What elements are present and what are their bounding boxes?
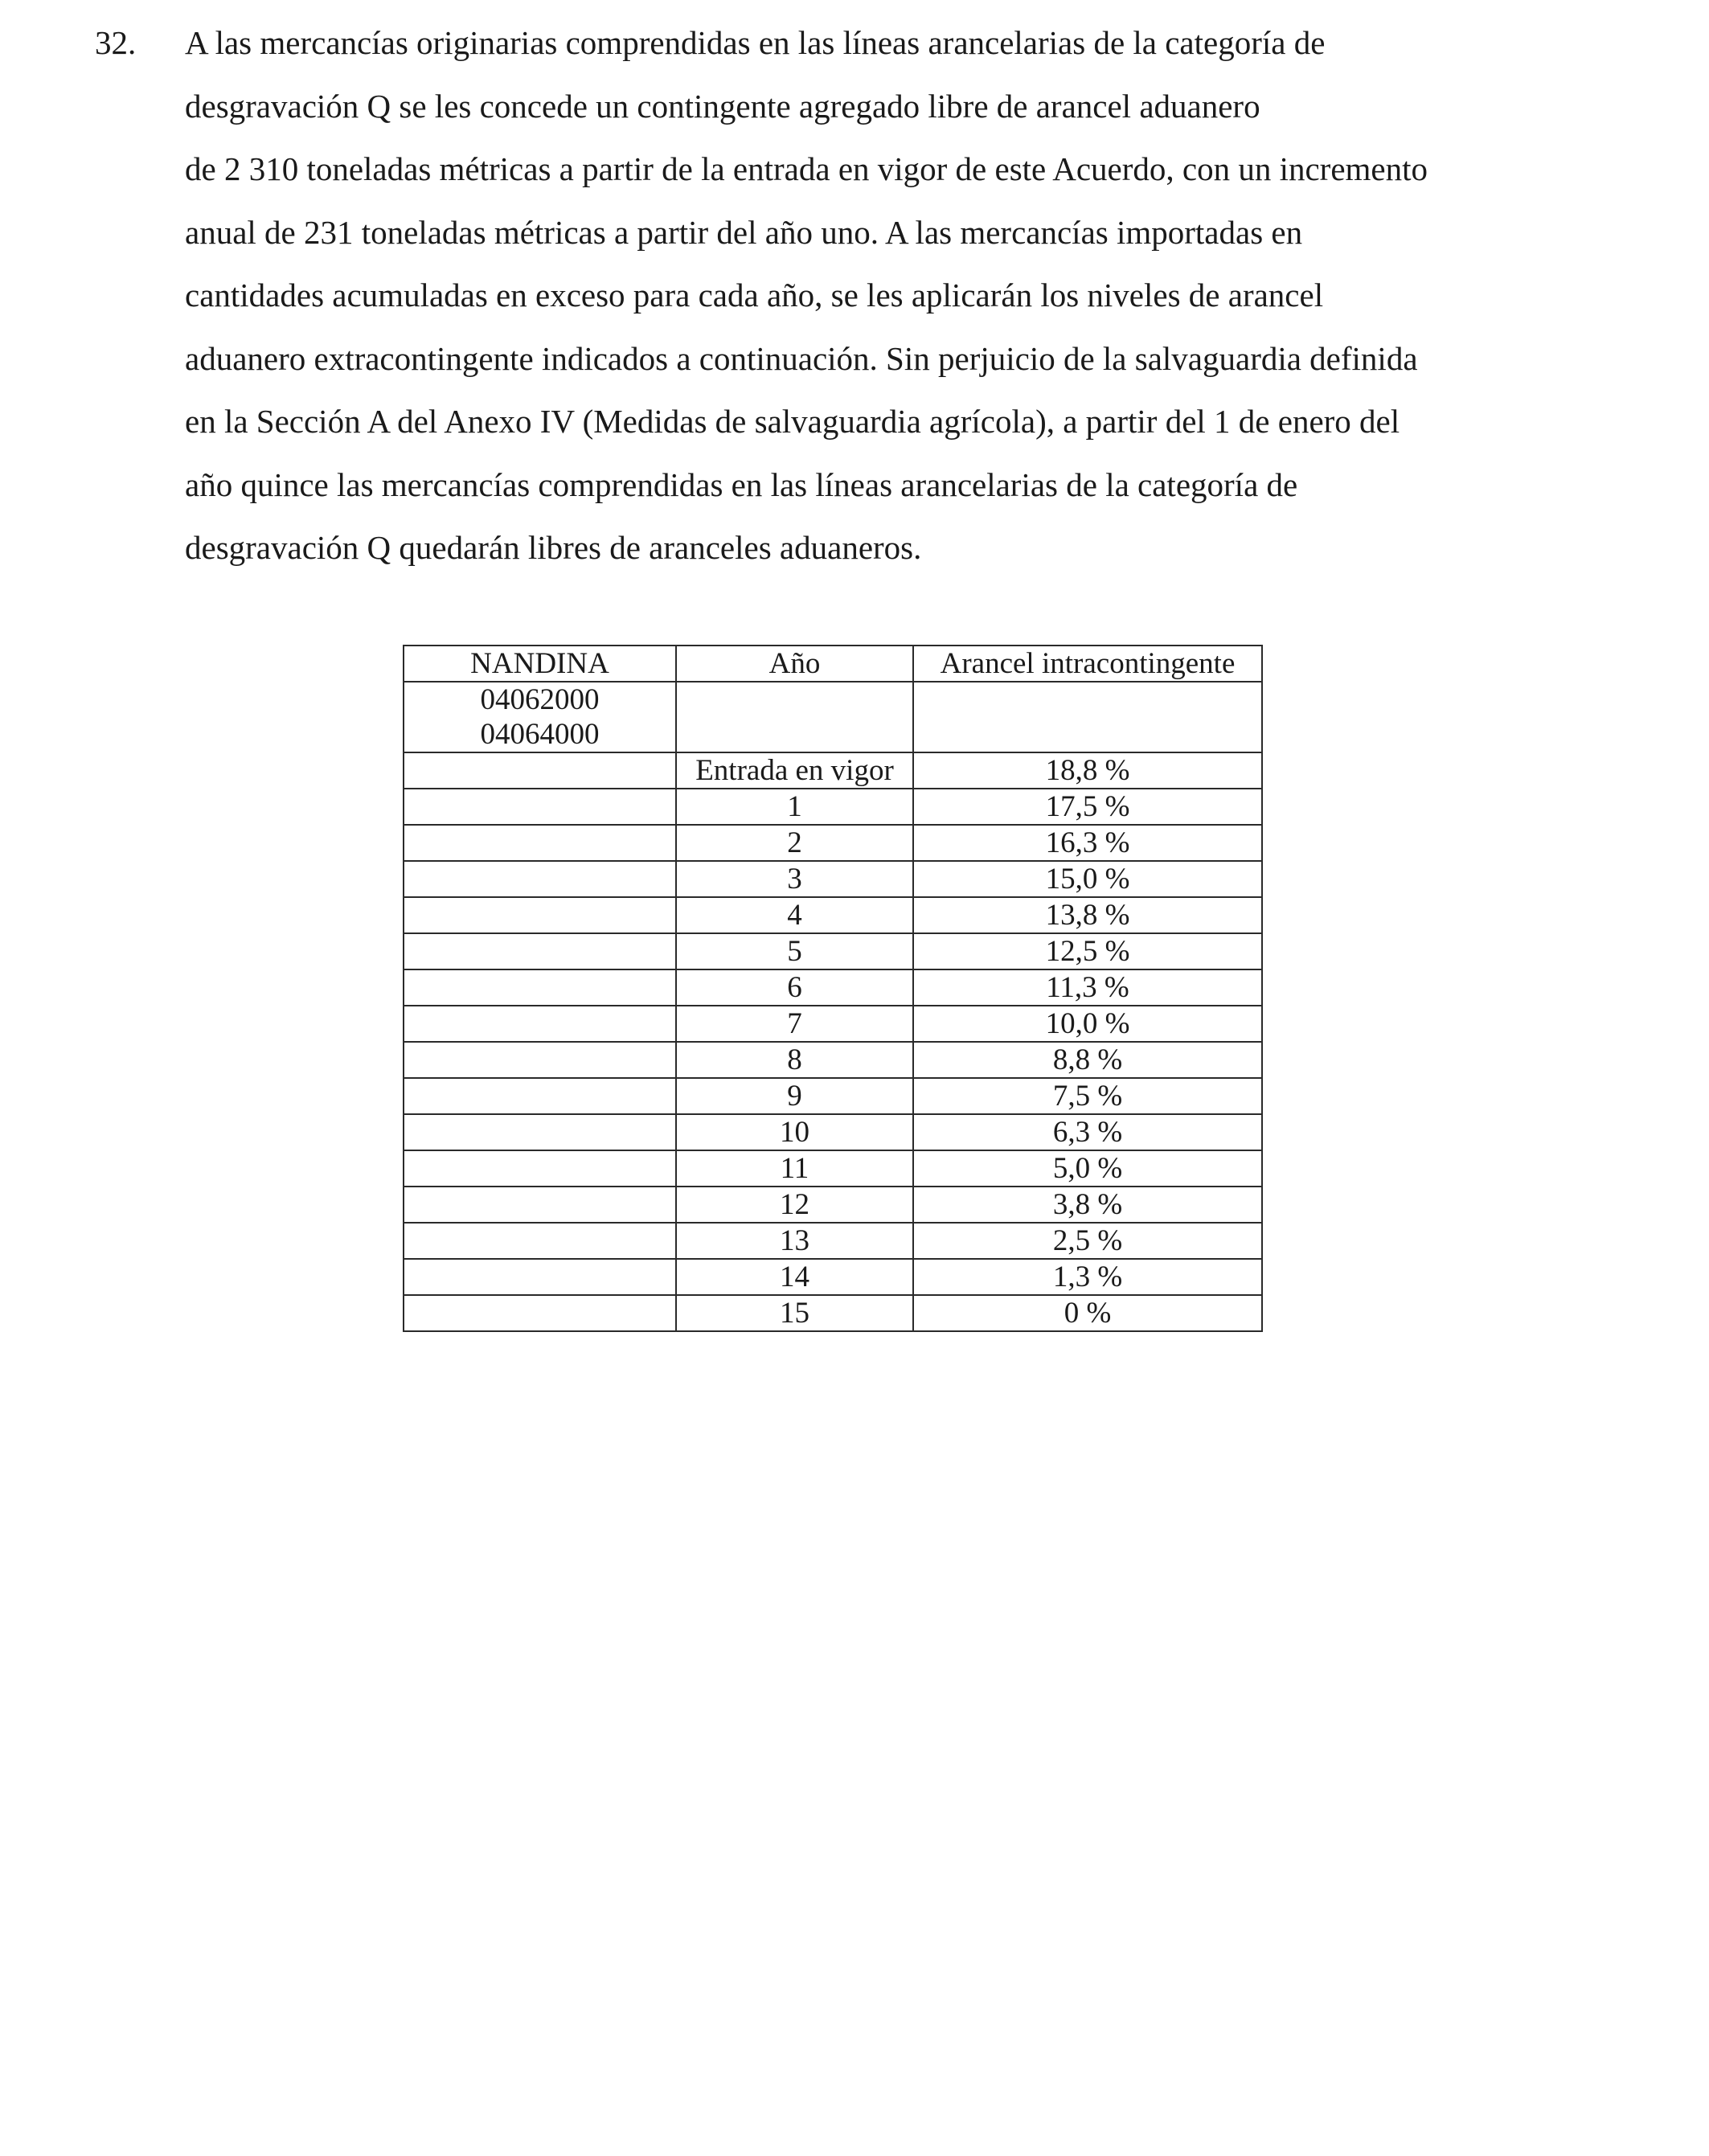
tariff-rate-cell: 7,5 % <box>913 1078 1262 1114</box>
nandina-cell <box>404 1006 676 1042</box>
table-row <box>404 861 1262 897</box>
year-cell: Entrada en vigor <box>676 752 913 789</box>
tariff-rate-cell: 6,3 % <box>913 1114 1262 1150</box>
nandina-cell <box>404 1042 676 1078</box>
year-cell: 9 <box>676 1078 913 1114</box>
tariff-rate-cell: 11,3 % <box>913 969 1262 1006</box>
paragraph-line: aduanero extracontingente indicados a continuación. Sin perjuicio de la salvaguardia definida <box>185 339 1418 377</box>
tariff-rate-cell: 5,0 % <box>913 1150 1262 1187</box>
tariff-rate-cell: 12,5 % <box>913 933 1262 969</box>
tariff-rate-cell: 18,8 % <box>913 752 1262 789</box>
year-cell: 2 <box>676 825 913 861</box>
table-row <box>404 1042 1262 1078</box>
nandina-cell <box>404 1114 676 1150</box>
paragraph-line: año quince las mercancías comprendidas en las líneas arancelarias de la categoría de <box>185 465 1298 503</box>
table-row <box>404 1078 1262 1114</box>
paragraph-line: de 2 310 toneladas métricas a partir de la entrada en vigor de este Acuerdo, con un incremento <box>185 150 1428 187</box>
table-row <box>404 1295 1262 1331</box>
nandina-cell <box>404 825 676 861</box>
header-year: Año <box>676 646 913 682</box>
year-cell: 1 <box>676 789 913 825</box>
nandina-code: 04064000 <box>480 718 600 751</box>
empty-cell <box>676 682 913 752</box>
nandina-cell <box>404 1259 676 1295</box>
table-row <box>404 969 1262 1006</box>
nandina-cell <box>404 1078 676 1114</box>
nandina-cell <box>404 752 676 789</box>
table-row <box>404 1187 1262 1223</box>
nandina-cell <box>404 861 676 897</box>
tariff-table <box>403 645 1263 1332</box>
table-row <box>404 1223 1262 1259</box>
nandina-codes-cell <box>404 682 676 752</box>
tariff-rate-cell: 0 % <box>913 1295 1262 1331</box>
paragraph-line: desgravación Q quedarán libres de aranceles aduaneros. <box>185 529 922 566</box>
year-cell: 7 <box>676 1006 913 1042</box>
table-row <box>404 1259 1262 1295</box>
table-row <box>404 1114 1262 1150</box>
paragraph-line: en la Sección A del Anexo IV (Medidas de salvaguardia agrícola), a partir del 1 de enero del <box>185 403 1400 440</box>
header-nandina: NANDINA <box>404 646 676 682</box>
table-codes-row <box>404 682 1262 752</box>
nandina-cell <box>404 933 676 969</box>
nandina-cell <box>404 1295 676 1331</box>
year-cell: 8 <box>676 1042 913 1078</box>
year-cell: 5 <box>676 933 913 969</box>
tariff-rate-cell: 8,8 % <box>913 1042 1262 1078</box>
year-cell: 6 <box>676 969 913 1006</box>
paragraph-line: desgravación Q se les concede un contingente agregado libre de arancel aduanero <box>185 87 1260 125</box>
paragraph-line: cantidades acumuladas en exceso para cada año, se les aplicarán los niveles de arancel <box>185 277 1324 314</box>
tariff-rate-cell: 2,5 % <box>913 1223 1262 1259</box>
tariff-rate-cell: 15,0 % <box>913 861 1262 897</box>
empty-cell <box>913 682 1262 752</box>
table-row <box>404 933 1262 969</box>
tariff-rate-cell: 3,8 % <box>913 1187 1262 1223</box>
table-row <box>404 1150 1262 1187</box>
nandina-cell <box>404 1187 676 1223</box>
paragraph-number: 32. <box>95 24 137 61</box>
tariff-rate-cell: 1,3 % <box>913 1259 1262 1295</box>
nandina-cell <box>404 1223 676 1259</box>
year-cell: 4 <box>676 897 913 933</box>
table-header-row <box>404 646 1262 682</box>
table-row <box>404 897 1262 933</box>
year-cell: 10 <box>676 1114 913 1150</box>
nandina-cell <box>404 789 676 825</box>
tariff-rate-cell: 13,8 % <box>913 897 1262 933</box>
paragraph-line: anual de 231 toneladas métricas a partir del año uno. A las mercancías importadas en <box>185 213 1303 251</box>
year-cell: 3 <box>676 861 913 897</box>
tariff-rate-cell: 10,0 % <box>913 1006 1262 1042</box>
tariff-rate-cell: 16,3 % <box>913 825 1262 861</box>
header-tariff-rate: Arancel intracontingente <box>913 646 1262 682</box>
table-row <box>404 789 1262 825</box>
year-cell: 11 <box>676 1150 913 1187</box>
nandina-code: 04062000 <box>480 683 600 716</box>
year-cell: 12 <box>676 1187 913 1223</box>
paragraph-line: A las mercancías originarias comprendidas en las líneas arancelarias de la categoría de <box>185 24 1326 61</box>
tariff-rate-cell: 17,5 % <box>913 789 1262 825</box>
paragraph-body <box>185 11 1632 580</box>
year-cell: 15 <box>676 1295 913 1331</box>
nandina-cell <box>404 969 676 1006</box>
table-row <box>404 1006 1262 1042</box>
year-cell: 14 <box>676 1259 913 1295</box>
nandina-cell <box>404 1150 676 1187</box>
table-row <box>404 825 1262 861</box>
table-row <box>404 752 1262 789</box>
nandina-cell <box>404 897 676 933</box>
year-cell: 13 <box>676 1223 913 1259</box>
